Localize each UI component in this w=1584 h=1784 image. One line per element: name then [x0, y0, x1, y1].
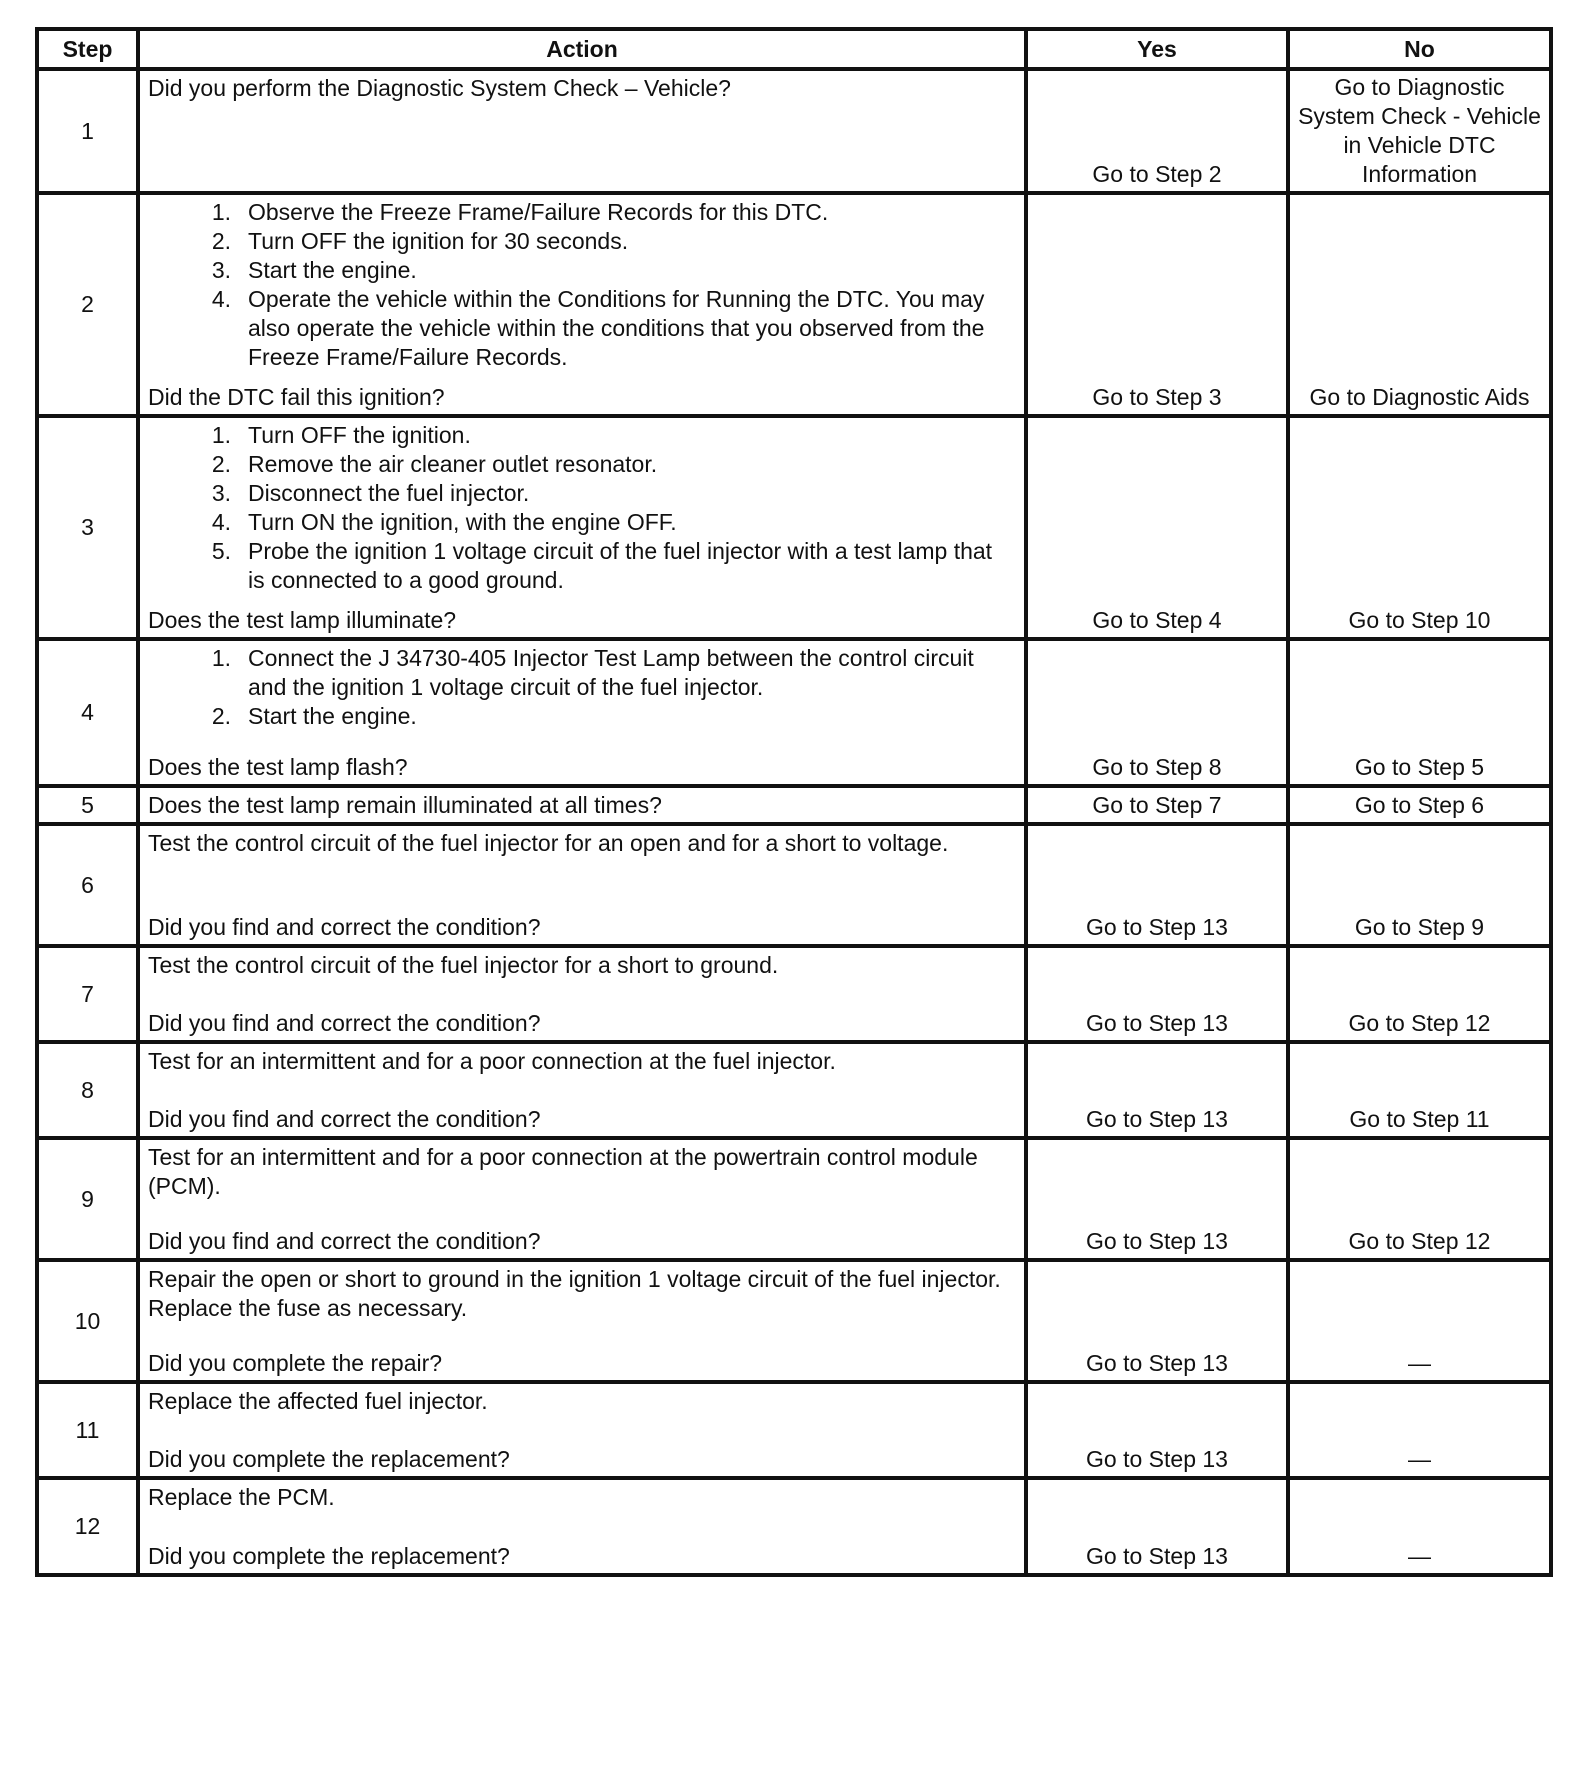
action-question: Did you find and correct the condition? — [148, 914, 541, 940]
action-text: Did you perform the Diagnostic System Check – Vehicle? — [148, 75, 731, 101]
yes-result: Go to Step 13 — [1026, 946, 1288, 1042]
step-number: 11 — [37, 1382, 138, 1478]
procedure-item-number: 1. — [211, 645, 231, 671]
procedure-item-text: Turn ON the ignition, with the engine OFF. — [248, 509, 677, 535]
table-row — [37, 786, 1551, 824]
action-question: Did you complete the replacement? — [148, 1446, 510, 1472]
header-row — [37, 29, 1551, 69]
procedure-item-text: Operate the vehicle within the Conditions for Running the DTC. You may also operate the vehicle within the conditions that you observed from the Freeze Frame/Failure Records. — [248, 286, 985, 370]
step-number: 7 — [37, 946, 138, 1042]
step-number: 1 — [37, 69, 138, 193]
table-row — [37, 824, 1551, 946]
procedure-item-number: 2. — [211, 703, 231, 729]
procedure-list — [148, 644, 1016, 731]
action-content — [148, 1265, 1016, 1378]
action-top — [148, 951, 1016, 980]
action-text: Test for an intermittent and for a poor connection at the fuel injector. — [148, 1048, 836, 1074]
procedure-item-number: 2. — [211, 451, 231, 477]
no-result: — — [1288, 1260, 1551, 1382]
no-result: — — [1288, 1478, 1551, 1575]
action-content — [148, 1387, 1016, 1474]
procedure-item-text: Turn OFF the ignition for 30 seconds. — [248, 228, 629, 254]
table-row — [37, 946, 1551, 1042]
procedure-item — [148, 421, 1016, 450]
no-result: Go to Step 6 — [1288, 786, 1551, 824]
yes-result: Go to Step 7 — [1026, 786, 1288, 824]
procedure-item — [148, 227, 1016, 256]
action-question: Does the test lamp flash? — [148, 754, 408, 780]
procedure-item-number: 4. — [211, 286, 231, 312]
procedure-item — [148, 479, 1016, 508]
action-content — [148, 74, 1016, 189]
procedure-item — [148, 450, 1016, 479]
action-top — [148, 74, 1016, 103]
procedure-item — [148, 198, 1016, 227]
procedure-item-number: 3. — [211, 480, 231, 506]
action-text: Test the control circuit of the fuel injector for an open and for a short to voltage. — [148, 830, 949, 856]
action-top — [148, 1387, 1016, 1416]
table-row — [37, 1260, 1551, 1382]
action-text: Replace the PCM. — [148, 1484, 335, 1510]
procedure-item-text: Remove the air cleaner outlet resonator. — [248, 451, 658, 477]
header-no: No — [1288, 29, 1551, 69]
procedure-item-text: Disconnect the fuel injector. — [248, 480, 530, 506]
action-content — [148, 1143, 1016, 1256]
action-cell — [138, 946, 1026, 1042]
yes-result: Go to Step 3 — [1026, 193, 1288, 416]
procedure-item-number: 4. — [211, 509, 231, 535]
procedure-item-text: Connect the J 34730-405 Injector Test Lamp between the control circuit and the ignition 1 voltage circuit of the fuel injector. — [248, 645, 974, 700]
table-row — [37, 639, 1551, 786]
procedure-list — [148, 421, 1016, 595]
step-number: 10 — [37, 1260, 138, 1382]
action-content — [148, 951, 1016, 1038]
action-top — [148, 644, 1016, 731]
no-result: Go to Step 5 — [1288, 639, 1551, 786]
table-row — [37, 1478, 1551, 1575]
action-question: Did the DTC fail this ignition? — [148, 384, 445, 410]
procedure-item-text: Turn OFF the ignition. — [248, 422, 471, 448]
action-cell — [138, 1138, 1026, 1260]
procedure-item-text: Observe the Freeze Frame/Failure Records for this DTC. — [248, 199, 829, 225]
no-result: Go to Step 9 — [1288, 824, 1551, 946]
action-cell — [138, 786, 1026, 824]
action-top — [148, 1265, 1016, 1323]
step-number: 9 — [37, 1138, 138, 1260]
action-cell — [138, 824, 1026, 946]
action-cell — [138, 69, 1026, 193]
procedure-item-number: 5. — [211, 538, 231, 564]
procedure-item — [148, 285, 1016, 372]
procedure-item-number: 2. — [211, 228, 231, 254]
action-question: Did you find and correct the condition? — [148, 1010, 541, 1036]
action-top — [148, 1143, 1016, 1201]
step-number: 5 — [37, 786, 138, 824]
action-text: Test for an intermittent and for a poor connection at the powertrain control module (PCM). — [148, 1144, 978, 1199]
action-top — [148, 421, 1016, 595]
yes-result: Go to Step 4 — [1026, 416, 1288, 639]
no-result: Go to Step 12 — [1288, 946, 1551, 1042]
yes-result: Go to Step 13 — [1026, 1260, 1288, 1382]
yes-result: Go to Step 13 — [1026, 1138, 1288, 1260]
action-top — [148, 791, 1016, 820]
action-cell — [138, 416, 1026, 639]
no-result: Go to Step 10 — [1288, 416, 1551, 639]
action-question: Did you find and correct the condition? — [148, 1106, 541, 1132]
action-cell — [138, 1260, 1026, 1382]
action-cell — [138, 1478, 1026, 1575]
action-cell — [138, 193, 1026, 416]
action-top — [148, 829, 1016, 858]
yes-result: Go to Step 8 — [1026, 639, 1288, 786]
no-result: Go to Step 11 — [1288, 1042, 1551, 1138]
action-top — [148, 198, 1016, 372]
table-row — [37, 416, 1551, 639]
procedure-item — [148, 644, 1016, 702]
action-question: Does the test lamp illuminate? — [148, 607, 457, 633]
action-content — [148, 644, 1016, 782]
action-text: Does the test lamp remain illuminated at all times? — [148, 792, 662, 818]
procedure-list — [148, 198, 1016, 372]
header-action: Action — [138, 29, 1026, 69]
action-content — [148, 421, 1016, 635]
step-number: 4 — [37, 639, 138, 786]
action-text: Replace the affected fuel injector. — [148, 1388, 488, 1414]
action-content — [148, 791, 1016, 820]
yes-result: Go to Step 13 — [1026, 1382, 1288, 1478]
action-content — [148, 1483, 1016, 1571]
table-row — [37, 1382, 1551, 1478]
action-question: Did you complete the repair? — [148, 1350, 443, 1376]
procedure-item — [148, 702, 1016, 731]
action-text: Test the control circuit of the fuel injector for a short to ground. — [148, 952, 779, 978]
table-row — [37, 69, 1551, 193]
action-content — [148, 829, 1016, 942]
no-result: Go to Step 12 — [1288, 1138, 1551, 1260]
step-number: 3 — [37, 416, 138, 639]
no-result: — — [1288, 1382, 1551, 1478]
step-number: 6 — [37, 824, 138, 946]
procedure-item-number: 3. — [211, 257, 231, 283]
action-question: Did you complete the replacement? — [148, 1543, 510, 1569]
header-step: Step — [37, 29, 138, 69]
table-row — [37, 1138, 1551, 1260]
procedure-item-number: 1. — [211, 199, 231, 225]
action-cell — [138, 1382, 1026, 1478]
action-content — [148, 1047, 1016, 1134]
procedure-item-number: 1. — [211, 422, 231, 448]
header-yes: Yes — [1026, 29, 1288, 69]
action-top — [148, 1483, 1016, 1512]
yes-result: Go to Step 13 — [1026, 1478, 1288, 1575]
table-body — [37, 69, 1551, 1575]
table-row — [37, 193, 1551, 416]
action-top — [148, 1047, 1016, 1076]
diagnostic-table — [35, 27, 1553, 1577]
procedure-item — [148, 537, 1016, 595]
no-result: Go to Diagnostic System Check - Vehicle in Vehicle DTC Information — [1288, 69, 1551, 193]
procedure-item-text: Probe the ignition 1 voltage circuit of the fuel injector with a test lamp that is connected to a good ground. — [248, 538, 993, 593]
procedure-item — [148, 508, 1016, 537]
step-number: 2 — [37, 193, 138, 416]
step-number: 12 — [37, 1478, 138, 1575]
table-row — [37, 1042, 1551, 1138]
action-content — [148, 198, 1016, 412]
step-number: 8 — [37, 1042, 138, 1138]
procedure-item-text: Start the engine. — [248, 257, 417, 283]
yes-result: Go to Step 13 — [1026, 1042, 1288, 1138]
procedure-item-text: Start the engine. — [248, 703, 417, 729]
no-result: Go to Diagnostic Aids — [1288, 193, 1551, 416]
action-cell — [138, 1042, 1026, 1138]
action-cell — [138, 639, 1026, 786]
yes-result: Go to Step 13 — [1026, 824, 1288, 946]
yes-result: Go to Step 2 — [1026, 69, 1288, 193]
procedure-item — [148, 256, 1016, 285]
action-text: Repair the open or short to ground in the ignition 1 voltage circuit of the fuel injector. Replace the fuse as necessary. — [148, 1266, 1001, 1321]
action-question: Did you find and correct the condition? — [148, 1228, 541, 1254]
